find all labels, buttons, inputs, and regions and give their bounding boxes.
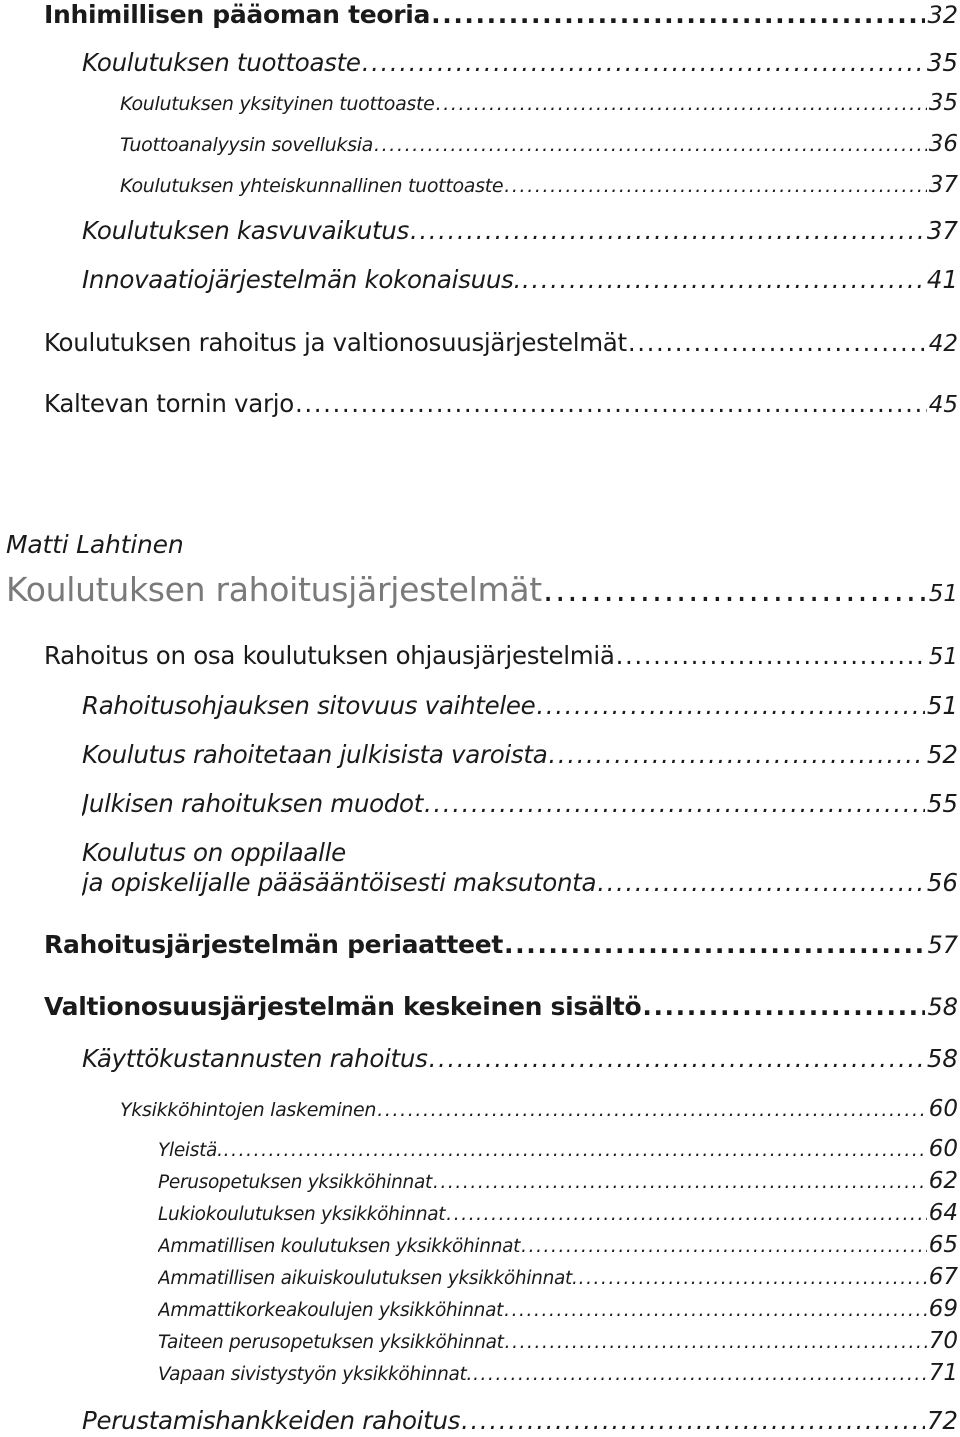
- toc-entry[interactable]: [44, 992, 958, 1021]
- toc-entry-title: Valtionosuusjärjestelmän keskeinen sisältö: [44, 992, 642, 1021]
- dot-leader: [536, 691, 924, 720]
- toc-entry-title: Koulutuksen yhteiskunnallinen tuottoaste: [120, 175, 504, 197]
- toc-entry-title: Yksikköhintojen laskeminen: [120, 1099, 377, 1121]
- toc-entry-title: Koulutuksen tuottoaste: [82, 48, 361, 77]
- toc-entry-title-line1: Koulutus on oppilaalle: [82, 838, 346, 867]
- dot-leader: [377, 1099, 927, 1121]
- toc-entry-title: Kaltevan tornin varjo: [44, 389, 294, 418]
- toc-entry[interactable]: [158, 1168, 958, 1194]
- toc-entry[interactable]: [82, 691, 958, 720]
- toc-entry-title: Yleistä.: [158, 1140, 223, 1161]
- toc-entry-page: 51: [926, 691, 958, 720]
- dot-leader: [473, 1364, 927, 1385]
- toc-entry[interactable]: [158, 1264, 958, 1290]
- dot-leader: [446, 1204, 926, 1225]
- toc-entry-page: 32: [927, 1, 958, 29]
- toc-entry-page: 37: [928, 172, 958, 198]
- dot-leader: [522, 265, 925, 294]
- toc-entry-title: Rahoitusjärjestelmän periaatteet: [44, 930, 504, 959]
- dot-leader: [597, 868, 925, 897]
- toc-entry-page: 62: [928, 1168, 958, 1194]
- toc-entry-title: Vapaan sivistystyön yksikköhinnat.: [158, 1364, 473, 1385]
- chapter-author: Matti Lahtinen: [6, 530, 184, 559]
- toc-entry-page: 51: [928, 644, 958, 670]
- toc-entry-page: 35: [926, 48, 958, 77]
- toc-entry-page: 57: [927, 931, 958, 959]
- toc-entry[interactable]: [82, 216, 958, 245]
- dot-leader: [616, 641, 927, 670]
- dot-leader: [504, 930, 925, 959]
- toc-entry-title: Taiteen perusopetuksen yksikköhinnat: [158, 1332, 504, 1353]
- toc-entry[interactable]: [82, 1044, 958, 1073]
- dot-leader: [579, 1268, 927, 1289]
- toc-entry-page: 71: [928, 1360, 958, 1386]
- dot-leader: [543, 570, 927, 609]
- toc-entry[interactable]: [44, 328, 958, 357]
- toc-entry[interactable]: [44, 0, 958, 29]
- toc-entry[interactable]: [158, 1136, 958, 1162]
- toc-entry-title: Koulutuksen kasvuvaikutus: [82, 216, 409, 245]
- dot-leader: [436, 93, 927, 115]
- toc-entry[interactable]: [158, 1328, 958, 1354]
- toc-chapter-entry[interactable]: [6, 570, 958, 609]
- dot-leader: [424, 789, 925, 818]
- toc-entry-title: ja opiskelijalle pääsääntöisesti maksutonta: [82, 868, 597, 897]
- toc-entry-title: Ammatillisen koulutuksen yksikköhinnat: [158, 1236, 521, 1257]
- toc-entry[interactable]: [44, 930, 958, 959]
- toc-entry-page: 55: [926, 789, 958, 818]
- toc-entry-title: Innovaatiojärjestelmän kokonaisuus.: [82, 265, 521, 294]
- toc-entry-page: 56: [926, 868, 958, 897]
- toc-entry[interactable]: [120, 172, 958, 198]
- dot-leader: [504, 175, 926, 197]
- toc-entry[interactable]: [120, 90, 958, 116]
- toc-entry[interactable]: [120, 131, 958, 157]
- toc-entry-title: Rahoitusohjauksen sitovuus vaihtelee: [82, 691, 536, 720]
- toc-entry-page: 51: [928, 581, 958, 607]
- toc-entry-title: Koulutus rahoitetaan julkisista varoista: [82, 740, 548, 769]
- toc-entry-title: Julkisen rahoituksen muodot: [82, 789, 424, 818]
- dot-leader: [504, 1300, 927, 1321]
- dot-leader: [461, 1406, 925, 1435]
- dot-leader: [548, 740, 924, 769]
- toc-entry-page: 60: [928, 1136, 958, 1162]
- toc-entry[interactable]: [82, 1406, 958, 1435]
- toc-entry-page: 42: [928, 331, 958, 357]
- toc-entry[interactable]: [158, 1360, 958, 1386]
- toc-entry-page: 65: [928, 1232, 958, 1258]
- toc-entry-title: Tuottoanalyysin sovelluksia: [120, 134, 374, 156]
- toc-entry[interactable]: [82, 265, 958, 294]
- toc-entry-page: 60: [928, 1096, 958, 1122]
- toc-entry-title: Rahoitus on osa koulutuksen ohjausjärjestelmiä: [44, 641, 615, 670]
- toc-entry-page: 45: [928, 392, 958, 418]
- toc-entry[interactable]: [82, 789, 958, 818]
- toc-entry-title: Lukiokoulutuksen yksikköhinnat: [158, 1204, 446, 1225]
- toc-entry[interactable]: [120, 1096, 958, 1122]
- toc-entry-page: 52: [926, 740, 958, 769]
- dot-leader: [429, 1044, 925, 1073]
- toc-entry-page: 36: [928, 131, 958, 157]
- toc-entry-title: Koulutuksen yksityinen tuottoaste: [120, 93, 435, 115]
- toc-entry-page: 58: [926, 1044, 958, 1073]
- dot-leader: [224, 1140, 927, 1161]
- dot-leader: [374, 134, 927, 156]
- toc-entry-page: 58: [927, 993, 958, 1021]
- toc-entry-page: 67: [928, 1264, 958, 1290]
- dot-leader: [505, 1332, 927, 1353]
- toc-entry[interactable]: [82, 868, 958, 897]
- dot-leader: [295, 389, 927, 418]
- toc-entry[interactable]: [82, 48, 958, 77]
- dot-leader: [431, 0, 925, 29]
- toc-entry-title: Käyttökustannusten rahoitus: [82, 1044, 428, 1073]
- toc-entry-page: 35: [928, 90, 958, 116]
- toc-entry[interactable]: [158, 1200, 958, 1226]
- toc-entry[interactable]: [82, 740, 958, 769]
- dot-leader: [628, 328, 927, 357]
- toc-entry-page: 69: [928, 1296, 958, 1322]
- toc-entry-title: Koulutuksen rahoitus ja valtionosuusjärjestelmät: [44, 328, 627, 357]
- dot-leader: [410, 216, 925, 245]
- toc-entry-page: 70: [928, 1328, 958, 1354]
- toc-entry-title: Perusopetuksen yksikköhinnat: [158, 1172, 432, 1193]
- dot-leader: [433, 1172, 927, 1193]
- toc-entry-title: Koulutuksen rahoitusjärjestelmät: [6, 570, 542, 609]
- dot-leader: [642, 992, 925, 1021]
- toc-entry-title: Ammatillisen aikuiskoulutuksen yksikköhinnat.: [158, 1268, 578, 1289]
- toc-entry[interactable]: [158, 1232, 958, 1258]
- toc-entry[interactable]: [158, 1296, 958, 1322]
- toc-entry[interactable]: [44, 389, 958, 418]
- toc-entry-title: Perustamishankkeiden rahoitus: [82, 1406, 461, 1435]
- toc-entry[interactable]: [44, 641, 958, 670]
- toc-entry-title: Ammattikorkeakoulujen yksikköhinnat: [158, 1300, 504, 1321]
- dot-leader: [362, 48, 925, 77]
- toc-entry-page: 41: [926, 265, 958, 294]
- dot-leader: [521, 1236, 927, 1257]
- toc-entry-page: 37: [926, 216, 958, 245]
- toc-entry-page: 72: [926, 1406, 958, 1435]
- toc-entry-title: Inhimillisen pääoman teoria: [44, 0, 431, 29]
- toc-entry-page: 64: [928, 1200, 958, 1226]
